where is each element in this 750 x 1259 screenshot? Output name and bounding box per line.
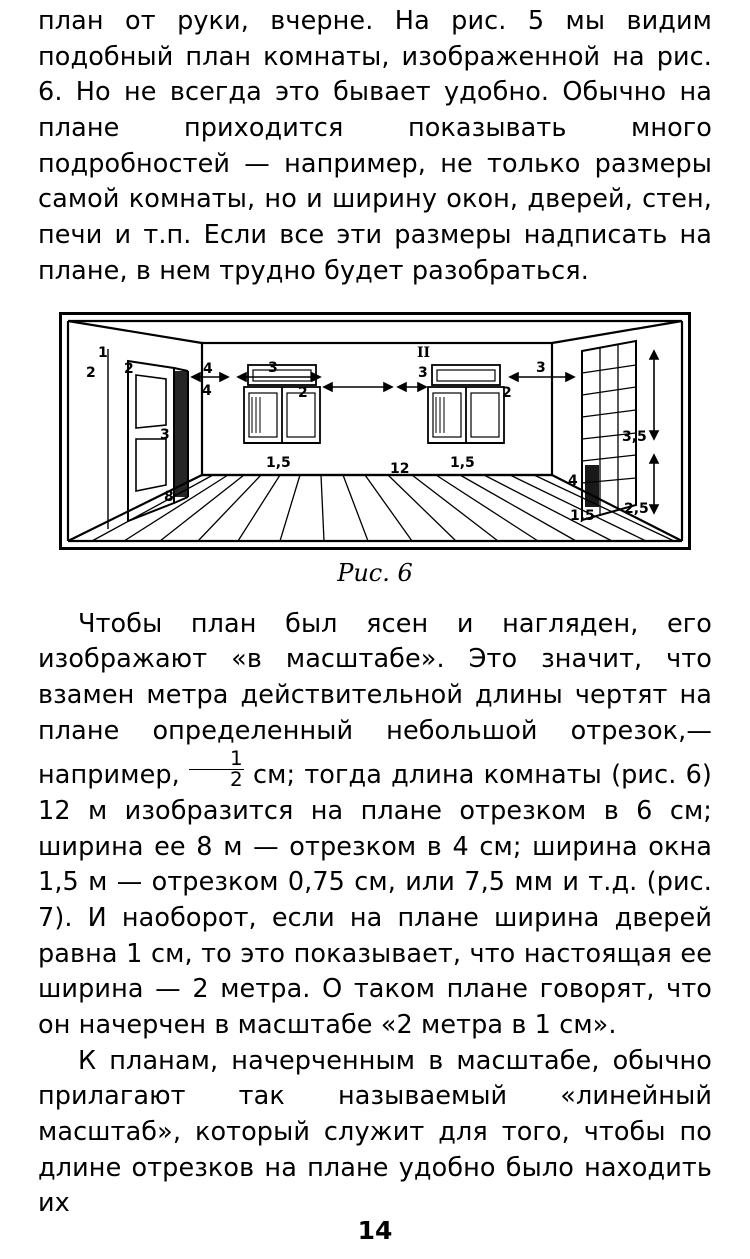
svg-text:1,5: 1,5 — [266, 454, 291, 471]
svg-text:1: 1 — [98, 344, 108, 361]
page-number: 14 — [357, 1216, 393, 1245]
figure-illustration — [59, 312, 691, 550]
svg-text:4: 4 — [202, 382, 212, 399]
svg-text:3: 3 — [268, 359, 278, 376]
svg-text:II: II — [417, 344, 431, 361]
svg-text:2: 2 — [502, 384, 512, 401]
paragraph-scale — [38, 607, 712, 1044]
svg-text:3: 3 — [536, 359, 546, 376]
mid-text-block — [38, 607, 712, 1223]
figure-caption: Рис. 6 — [337, 558, 413, 587]
svg-text:8: 8 — [164, 488, 174, 505]
svg-text:2: 2 — [86, 364, 96, 381]
svg-text:3: 3 — [160, 426, 170, 443]
svg-text:3: 3 — [418, 364, 428, 381]
para-part-a: Чтобы план был ясен и нагляден, его изображают «в масштабе». Это значит, что взамен метра действительной длины чертят на плане определенный небольшой отрезок,— например, — [38, 608, 712, 791]
paragraph-linear-scale: К планам, начерченным в масштабе, обычно прилагают так называемый «линейный масштаб», который служит для того, чтобы по длине отрезков на плане удобно было находить их — [38, 1045, 712, 1219]
svg-text:1,5: 1,5 — [570, 507, 595, 524]
figure-number-labels — [86, 345, 649, 524]
fraction-one-half: $\frac{1}{2}$ — [189, 749, 244, 790]
svg-text:2: 2 — [298, 384, 308, 401]
top-text-block — [38, 0, 712, 290]
svg-text:2: 2 — [124, 360, 134, 377]
room-perspective-drawing — [62, 315, 688, 547]
figure-6 — [0, 312, 750, 589]
paragraph: план от руки, вчерне. На рис. 5 мы видим подобный план комнаты, изображенной на рис. 6. Но не всегда это бывает удобно. Обычно на плане приходится показывать много подробностей — например, не только размеры самой комнаты, но и ширину окон, дверей, стен, печи и т.п. Если все эти размеры надписать на плане, в нем трудно будет разобраться. — [38, 6, 712, 286]
back-wall-window-2 — [428, 365, 504, 443]
para-part-b: см; тогда длина комнаты (рис. 6) 12 м изобразится на плане отрезком в 6 см; ширина ее 8 м — отрезком в 4 см; ширина окна 1,5 м — отрезком 0,75 см, или 7,5 мм и т.д. (рис. 7). И наоборот, если на плане ширина дверей равна 1 см, то это показывает, что настоящая ее ширина — 2 метра. О таком плане говорят, что он начерчен в масштабе «2 метра в 1 см». — [38, 760, 712, 1040]
svg-text:4: 4 — [203, 360, 213, 377]
svg-text:4: 4 — [568, 472, 578, 489]
svg-text:1,5: 1,5 — [450, 454, 475, 471]
svg-text:2,5: 2,5 — [624, 500, 649, 517]
svg-text:12: 12 — [390, 460, 410, 477]
svg-text:3,5: 3,5 — [622, 428, 647, 445]
